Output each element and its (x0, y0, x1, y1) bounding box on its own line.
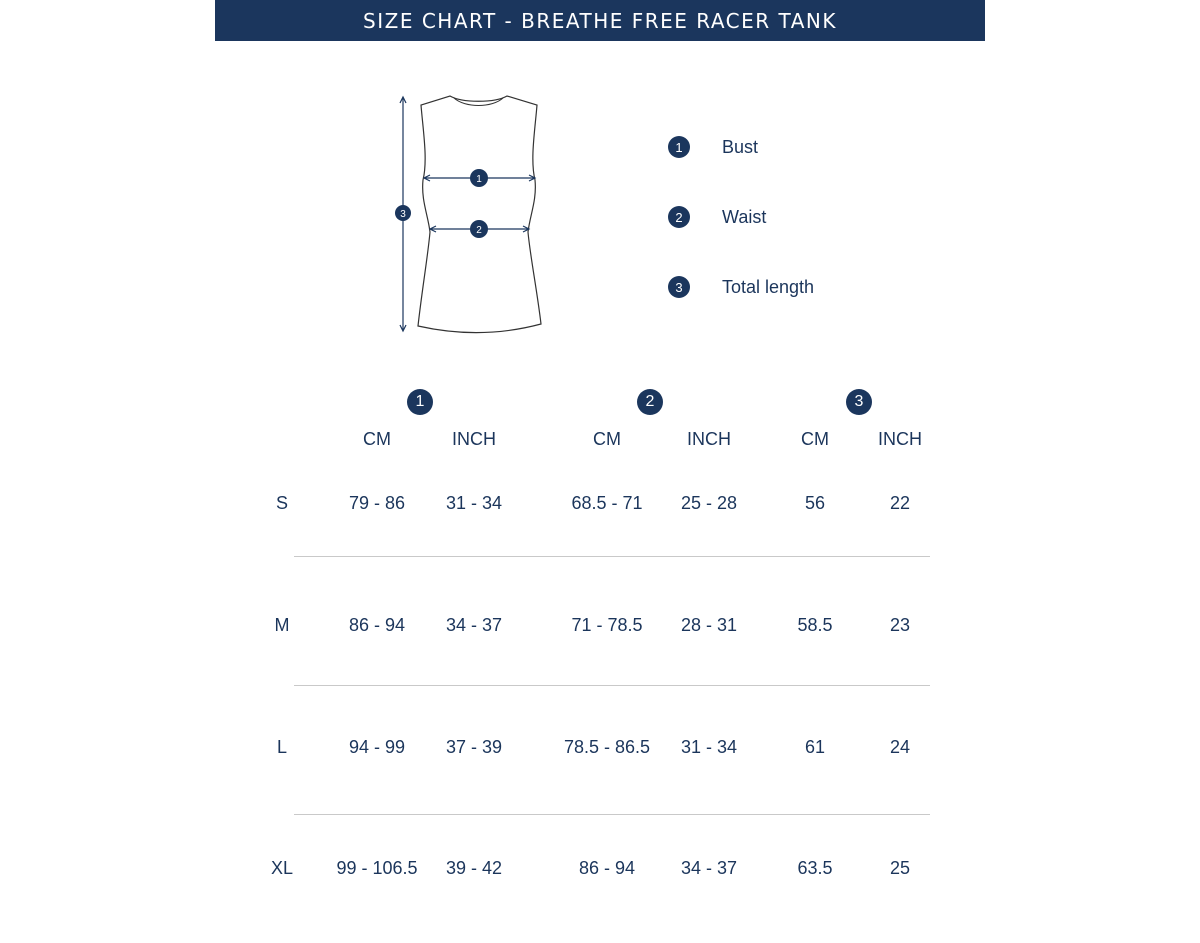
table-cell: 25 - 28 (680, 493, 738, 513)
row-divider (294, 685, 930, 686)
legend-item-total-length (668, 276, 815, 298)
size-label: S (275, 493, 288, 513)
table-cell: 68.5 - 71 (571, 493, 643, 513)
column-group-waist-badge: 2 (637, 389, 663, 415)
table-cell: 22 (889, 493, 911, 513)
table-cell: 94 - 99 (348, 737, 406, 757)
table-cell: 34 - 37 (445, 615, 503, 635)
table-cell: 23 (889, 615, 911, 635)
legend-badge: 2 (668, 206, 690, 228)
table-cell: 78.5 - 86.5 (563, 737, 651, 757)
legend-label: Total length (722, 276, 815, 297)
table-cell: 56 (804, 493, 826, 513)
size-label: M (274, 615, 290, 635)
legend-label: Bust (722, 136, 759, 157)
unit-header: INCH (687, 429, 731, 449)
legend-item-bust (668, 136, 759, 158)
legend-label: Waist (722, 206, 767, 227)
unit-header: CM (363, 429, 391, 449)
table-cell: 31 - 34 (445, 493, 503, 513)
size-label: XL (270, 858, 294, 878)
svg-text:2: 2 (476, 225, 482, 236)
svg-text:3: 3 (400, 209, 406, 220)
unit-header: INCH (878, 429, 922, 449)
diagram-marker-bust (470, 169, 488, 187)
diagram-marker-waist (470, 220, 488, 238)
row-divider (294, 556, 930, 557)
legend-badge: 3 (668, 276, 690, 298)
table-cell: 86 - 94 (348, 615, 406, 635)
table-cell: 71 - 78.5 (571, 615, 643, 635)
table-cell: 99 - 106.5 (336, 858, 418, 878)
legend-badge: 1 (668, 136, 690, 158)
table-cell: 31 - 34 (680, 737, 738, 757)
tank-top-outline (418, 96, 541, 333)
tank-top-diagram (385, 88, 555, 340)
legend-item-waist (668, 206, 767, 228)
table-cell: 37 - 39 (445, 737, 503, 757)
svg-text:1: 1 (476, 174, 482, 185)
column-group-length-badge: 3 (846, 389, 872, 415)
unit-header: INCH (452, 429, 496, 449)
table-cell: 58.5 (797, 615, 833, 635)
size-chart-title: SIZE CHART - BREATHE FREE RACER TANK (215, 0, 985, 41)
table-cell: 34 - 37 (680, 858, 738, 878)
diagram-marker-length (395, 205, 411, 221)
size-label: L (276, 737, 287, 757)
table-cell: 39 - 42 (445, 858, 503, 878)
table-cell: 63.5 (797, 858, 833, 878)
unit-header: CM (593, 429, 621, 449)
table-cell: 24 (889, 737, 911, 757)
table-cell: 61 (804, 737, 826, 757)
table-cell: 86 - 94 (578, 858, 636, 878)
table-cell: 28 - 31 (680, 615, 738, 635)
table-cell: 79 - 86 (348, 493, 406, 513)
column-group-bust-badge: 1 (407, 389, 433, 415)
table-cell: 25 (889, 858, 911, 878)
unit-header: CM (801, 429, 829, 449)
row-divider (294, 814, 930, 815)
